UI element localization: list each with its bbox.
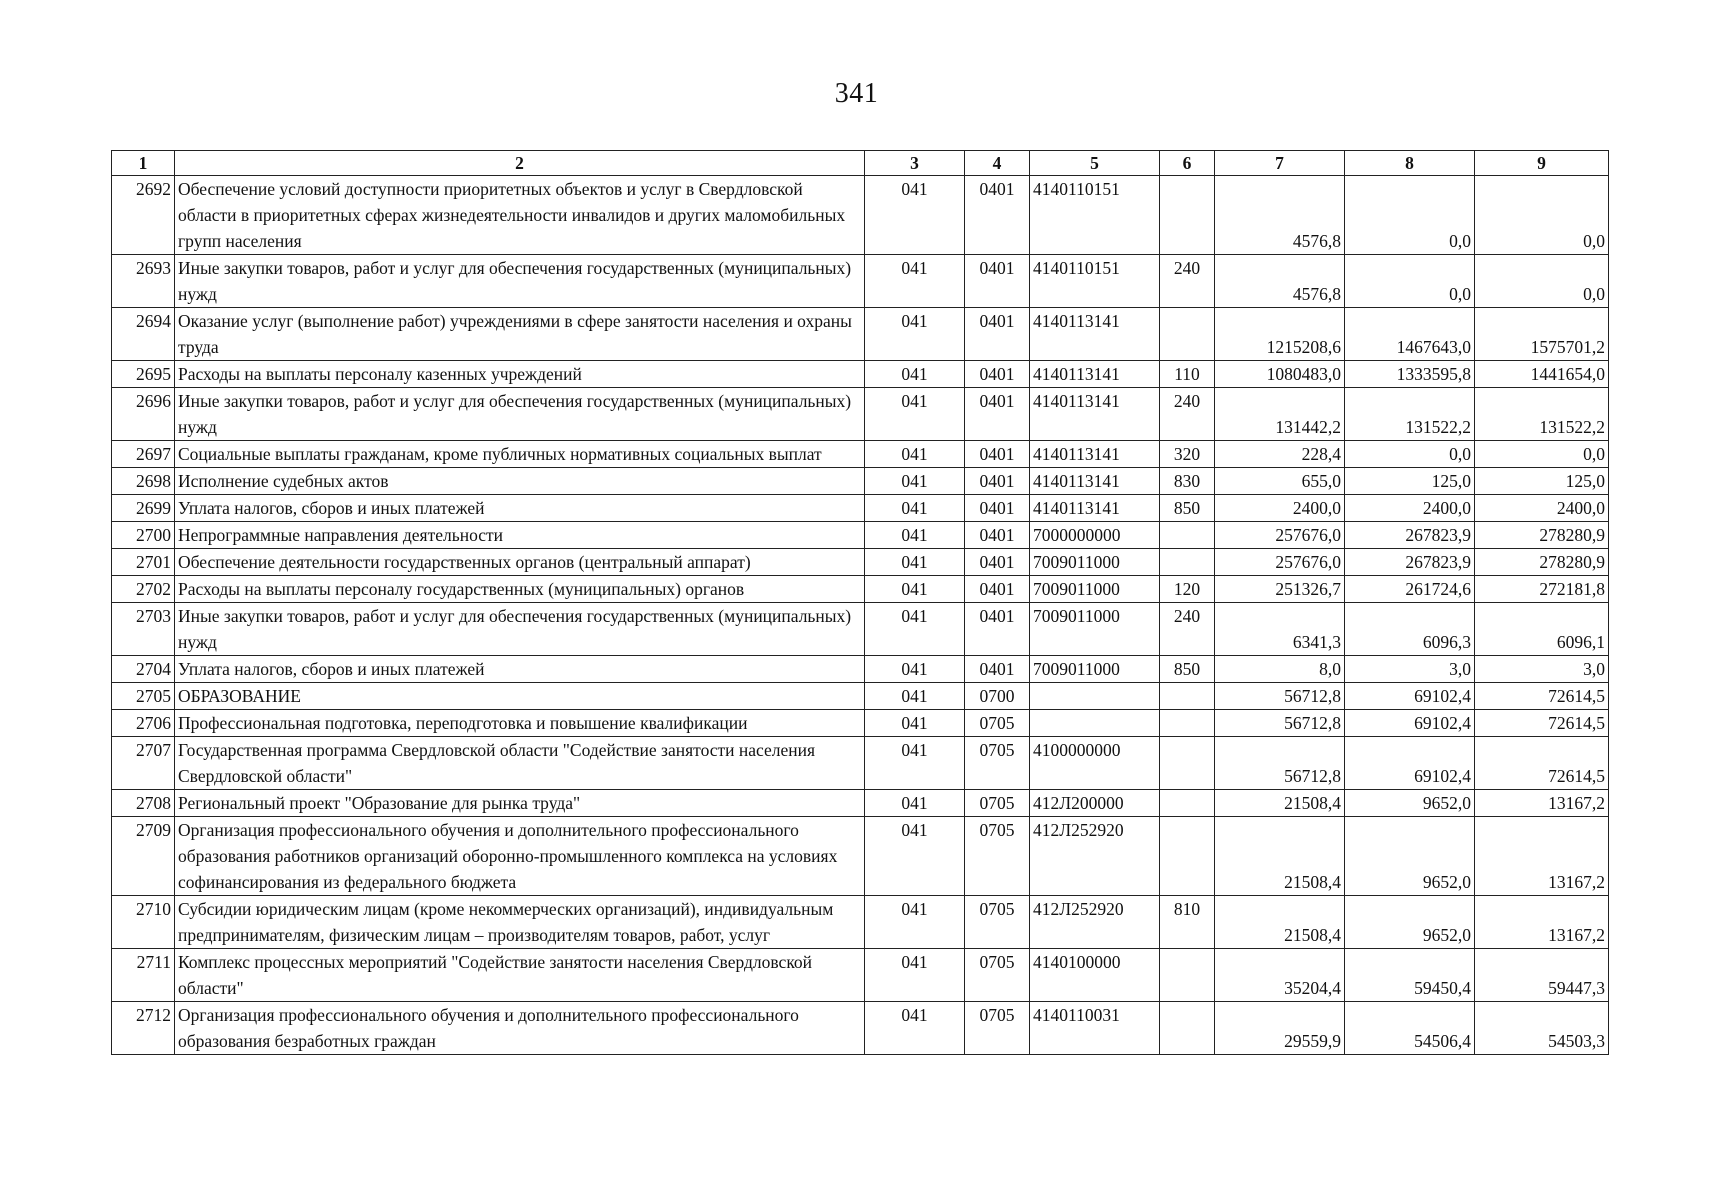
col4-code: 0705	[965, 1002, 1030, 1055]
col8-value: 9652,0	[1345, 896, 1475, 949]
table-row	[112, 522, 1609, 549]
col3-code: 041	[865, 603, 965, 656]
table-row	[112, 255, 1609, 308]
col3-code: 041	[865, 176, 965, 255]
col6-code: 850	[1160, 656, 1215, 683]
col9-value: 13167,2	[1475, 817, 1609, 896]
row-name: Расходы на выплаты персоналу казенных учреждений	[175, 361, 865, 388]
row-name: Государственная программа Свердловской области "Содействие занятости населения Свердловской области"	[175, 737, 865, 790]
row-name: Профессиональная подготовка, переподготовка и повышение квалификации	[175, 710, 865, 737]
col9-value: 59447,3	[1475, 949, 1609, 1002]
table-row	[112, 549, 1609, 576]
row-name: Непрограммные направления деятельности	[175, 522, 865, 549]
col8-value: 69102,4	[1345, 710, 1475, 737]
row-number: 2712	[112, 1002, 175, 1055]
page-number: 341	[834, 78, 879, 109]
col4-code: 0401	[965, 656, 1030, 683]
row-number: 2697	[112, 441, 175, 468]
row-number: 2694	[112, 308, 175, 361]
col7-value: 1080483,0	[1215, 361, 1345, 388]
row-name: Уплата налогов, сборов и иных платежей	[175, 495, 865, 522]
row-name: Оказание услуг (выполнение работ) учреждениями в сфере занятости населения и охраны труда	[175, 308, 865, 361]
col5-code: 4140113141	[1030, 308, 1160, 361]
table-body	[112, 176, 1609, 1055]
col6-code: 120	[1160, 576, 1215, 603]
col3-code: 041	[865, 308, 965, 361]
col3-code: 041	[865, 549, 965, 576]
row-number: 2702	[112, 576, 175, 603]
col7-value: 4576,8	[1215, 176, 1345, 255]
col6-code: 850	[1160, 495, 1215, 522]
col6-code	[1160, 522, 1215, 549]
col8-value: 9652,0	[1345, 790, 1475, 817]
table-row	[112, 468, 1609, 495]
col9-value: 272181,8	[1475, 576, 1609, 603]
col5-code: 4100000000	[1030, 737, 1160, 790]
col7-value: 29559,9	[1215, 1002, 1345, 1055]
column-header-6: 6	[1160, 151, 1215, 176]
column-header-7: 7	[1215, 151, 1345, 176]
col5-code: 4140113141	[1030, 388, 1160, 441]
col8-value: 9652,0	[1345, 817, 1475, 896]
col3-code: 041	[865, 388, 965, 441]
col4-code: 0401	[965, 495, 1030, 522]
col7-value: 21508,4	[1215, 896, 1345, 949]
col3-code: 041	[865, 896, 965, 949]
col8-value: 6096,3	[1345, 603, 1475, 656]
col5-code	[1030, 710, 1160, 737]
col6-code: 240	[1160, 255, 1215, 308]
col6-code	[1160, 549, 1215, 576]
row-number: 2703	[112, 603, 175, 656]
col3-code: 041	[865, 737, 965, 790]
col3-code: 041	[865, 441, 965, 468]
col5-code: 4140113141	[1030, 468, 1160, 495]
col5-code: 4140100000	[1030, 949, 1160, 1002]
row-name: Обеспечение деятельности государственных органов (центральный аппарат)	[175, 549, 865, 576]
row-number: 2699	[112, 495, 175, 522]
col4-code: 0401	[965, 361, 1030, 388]
col8-value: 69102,4	[1345, 737, 1475, 790]
table-header	[112, 151, 1609, 176]
table-row	[112, 656, 1609, 683]
col6-code	[1160, 1002, 1215, 1055]
col4-code: 0705	[965, 949, 1030, 1002]
table-row	[112, 710, 1609, 737]
table-row	[112, 176, 1609, 255]
col7-value: 56712,8	[1215, 710, 1345, 737]
col9-value: 72614,5	[1475, 737, 1609, 790]
col3-code: 041	[865, 495, 965, 522]
col3-code: 041	[865, 255, 965, 308]
table-row	[112, 603, 1609, 656]
col8-value: 1467643,0	[1345, 308, 1475, 361]
col9-value: 13167,2	[1475, 790, 1609, 817]
col7-value: 56712,8	[1215, 683, 1345, 710]
budget-table	[111, 150, 1609, 1055]
column-header-9: 9	[1475, 151, 1609, 176]
col6-code: 110	[1160, 361, 1215, 388]
col5-code: 7009011000	[1030, 603, 1160, 656]
row-name: Субсидии юридическим лицам (кроме некоммерческих организаций), индивидуальным предпринимателям, физическим лицам – производителям товаров, работ, услуг	[175, 896, 865, 949]
row-number: 2706	[112, 710, 175, 737]
col9-value: 54503,3	[1475, 1002, 1609, 1055]
col4-code: 0401	[965, 522, 1030, 549]
table-row	[112, 388, 1609, 441]
col4-code: 0401	[965, 176, 1030, 255]
col3-code: 041	[865, 361, 965, 388]
col5-code: 7009011000	[1030, 656, 1160, 683]
col7-value: 131442,2	[1215, 388, 1345, 441]
col6-code: 810	[1160, 896, 1215, 949]
col8-value: 2400,0	[1345, 495, 1475, 522]
col6-code: 240	[1160, 388, 1215, 441]
col7-value: 1215208,6	[1215, 308, 1345, 361]
col3-code: 041	[865, 1002, 965, 1055]
col6-code	[1160, 683, 1215, 710]
col7-value: 251326,7	[1215, 576, 1345, 603]
row-number: 2710	[112, 896, 175, 949]
table-row	[112, 576, 1609, 603]
row-number: 2700	[112, 522, 175, 549]
col9-value: 1441654,0	[1475, 361, 1609, 388]
row-number: 2692	[112, 176, 175, 255]
col9-value: 2400,0	[1475, 495, 1609, 522]
col3-code: 041	[865, 468, 965, 495]
col6-code: 240	[1160, 603, 1215, 656]
col8-value: 0,0	[1345, 255, 1475, 308]
col5-code: 412Л200000	[1030, 790, 1160, 817]
row-name: Исполнение судебных актов	[175, 468, 865, 495]
table-row	[112, 817, 1609, 896]
col6-code	[1160, 737, 1215, 790]
col7-value: 257676,0	[1215, 522, 1345, 549]
col7-value: 4576,8	[1215, 255, 1345, 308]
col9-value: 3,0	[1475, 656, 1609, 683]
col9-value: 0,0	[1475, 441, 1609, 468]
row-name: Иные закупки товаров, работ и услуг для обеспечения государственных (муниципальных) нужд	[175, 603, 865, 656]
row-name: ОБРАЗОВАНИЕ	[175, 683, 865, 710]
column-header-5: 5	[1030, 151, 1160, 176]
row-number: 2711	[112, 949, 175, 1002]
col4-code: 0401	[965, 441, 1030, 468]
col5-code: 4140113141	[1030, 441, 1160, 468]
col8-value: 54506,4	[1345, 1002, 1475, 1055]
header-row	[112, 151, 1609, 176]
col8-value: 1333595,8	[1345, 361, 1475, 388]
row-number: 2693	[112, 255, 175, 308]
column-header-2: 2	[175, 151, 865, 176]
col8-value: 261724,6	[1345, 576, 1475, 603]
col7-value: 35204,4	[1215, 949, 1345, 1002]
col6-code	[1160, 790, 1215, 817]
column-header-3: 3	[865, 151, 965, 176]
col9-value: 278280,9	[1475, 549, 1609, 576]
col4-code: 0700	[965, 683, 1030, 710]
col3-code: 041	[865, 576, 965, 603]
col4-code: 0401	[965, 549, 1030, 576]
col8-value: 131522,2	[1345, 388, 1475, 441]
row-name: Социальные выплаты гражданам, кроме публичных нормативных социальных выплат	[175, 441, 865, 468]
row-number: 2701	[112, 549, 175, 576]
table-row	[112, 308, 1609, 361]
col5-code: 4140113141	[1030, 495, 1160, 522]
row-number: 2704	[112, 656, 175, 683]
col6-code	[1160, 817, 1215, 896]
col5-code: 412Л252920	[1030, 817, 1160, 896]
col8-value: 267823,9	[1345, 549, 1475, 576]
col9-value: 6096,1	[1475, 603, 1609, 656]
column-header-4: 4	[965, 151, 1030, 176]
row-name: Уплата налогов, сборов и иных платежей	[175, 656, 865, 683]
col6-code	[1160, 710, 1215, 737]
col5-code: 7000000000	[1030, 522, 1160, 549]
col4-code: 0401	[965, 603, 1030, 656]
table-row	[112, 790, 1609, 817]
col7-value: 228,4	[1215, 441, 1345, 468]
col5-code: 4140110031	[1030, 1002, 1160, 1055]
column-header-1: 1	[112, 151, 175, 176]
col3-code: 041	[865, 817, 965, 896]
column-header-8: 8	[1345, 151, 1475, 176]
col8-value: 0,0	[1345, 441, 1475, 468]
table-row	[112, 441, 1609, 468]
col7-value: 257676,0	[1215, 549, 1345, 576]
row-number: 2709	[112, 817, 175, 896]
row-number: 2708	[112, 790, 175, 817]
col7-value: 21508,4	[1215, 790, 1345, 817]
col8-value: 69102,4	[1345, 683, 1475, 710]
col5-code	[1030, 683, 1160, 710]
col9-value: 0,0	[1475, 255, 1609, 308]
col8-value: 3,0	[1345, 656, 1475, 683]
col9-value: 125,0	[1475, 468, 1609, 495]
row-name: Региональный проект "Образование для рынка труда"	[175, 790, 865, 817]
col3-code: 041	[865, 710, 965, 737]
col4-code: 0705	[965, 790, 1030, 817]
col5-code: 4140110151	[1030, 176, 1160, 255]
col6-code	[1160, 308, 1215, 361]
col7-value: 655,0	[1215, 468, 1345, 495]
row-name: Организация профессионального обучения и дополнительного профессионального образования работников организаций оборонно-промышленного комплекса на условиях софинансирования из федерального бюджета	[175, 817, 865, 896]
row-number: 2696	[112, 388, 175, 441]
col9-value: 1575701,2	[1475, 308, 1609, 361]
col6-code: 320	[1160, 441, 1215, 468]
col3-code: 041	[865, 949, 965, 1002]
row-number: 2707	[112, 737, 175, 790]
col5-code: 412Л252920	[1030, 896, 1160, 949]
col7-value: 2400,0	[1215, 495, 1345, 522]
table-row	[112, 683, 1609, 710]
col4-code: 0401	[965, 255, 1030, 308]
col4-code: 0401	[965, 388, 1030, 441]
table-row	[112, 896, 1609, 949]
row-name: Организация профессионального обучения и дополнительного профессионального образования безработных граждан	[175, 1002, 865, 1055]
col9-value: 13167,2	[1475, 896, 1609, 949]
col3-code: 041	[865, 656, 965, 683]
col9-value: 0,0	[1475, 176, 1609, 255]
col9-value: 72614,5	[1475, 710, 1609, 737]
col5-code: 7009011000	[1030, 576, 1160, 603]
col7-value: 6341,3	[1215, 603, 1345, 656]
table-row	[112, 361, 1609, 388]
table-row	[112, 949, 1609, 1002]
col4-code: 0401	[965, 308, 1030, 361]
col8-value: 59450,4	[1345, 949, 1475, 1002]
row-name: Иные закупки товаров, работ и услуг для обеспечения государственных (муниципальных) нужд	[175, 255, 865, 308]
row-name: Обеспечение условий доступности приоритетных объектов и услуг в Свердловской области в приоритетных сферах жизнедеятельности инвалидов и других маломобильных групп населения	[175, 176, 865, 255]
col4-code: 0705	[965, 896, 1030, 949]
col7-value: 8,0	[1215, 656, 1345, 683]
row-name: Иные закупки товаров, работ и услуг для обеспечения государственных (муниципальных) нужд	[175, 388, 865, 441]
row-name: Расходы на выплаты персоналу государственных (муниципальных) органов	[175, 576, 865, 603]
col6-code: 830	[1160, 468, 1215, 495]
col4-code: 0401	[965, 468, 1030, 495]
col6-code	[1160, 949, 1215, 1002]
table-row	[112, 737, 1609, 790]
row-name: Комплекс процессных мероприятий "Содействие занятости населения Свердловской области"	[175, 949, 865, 1002]
col7-value: 56712,8	[1215, 737, 1345, 790]
col8-value: 0,0	[1345, 176, 1475, 255]
col3-code: 041	[865, 790, 965, 817]
col3-code: 041	[865, 522, 965, 549]
col4-code: 0705	[965, 817, 1030, 896]
col5-code: 4140113141	[1030, 361, 1160, 388]
col4-code: 0705	[965, 710, 1030, 737]
col3-code: 041	[865, 683, 965, 710]
col8-value: 125,0	[1345, 468, 1475, 495]
table-row	[112, 495, 1609, 522]
col9-value: 131522,2	[1475, 388, 1609, 441]
col7-value: 21508,4	[1215, 817, 1345, 896]
col4-code: 0401	[965, 576, 1030, 603]
row-number: 2695	[112, 361, 175, 388]
col8-value: 267823,9	[1345, 522, 1475, 549]
table-row	[112, 1002, 1609, 1055]
col9-value: 278280,9	[1475, 522, 1609, 549]
col6-code	[1160, 176, 1215, 255]
col5-code: 7009011000	[1030, 549, 1160, 576]
col9-value: 72614,5	[1475, 683, 1609, 710]
row-number: 2705	[112, 683, 175, 710]
col4-code: 0705	[965, 737, 1030, 790]
col5-code: 4140110151	[1030, 255, 1160, 308]
row-number: 2698	[112, 468, 175, 495]
